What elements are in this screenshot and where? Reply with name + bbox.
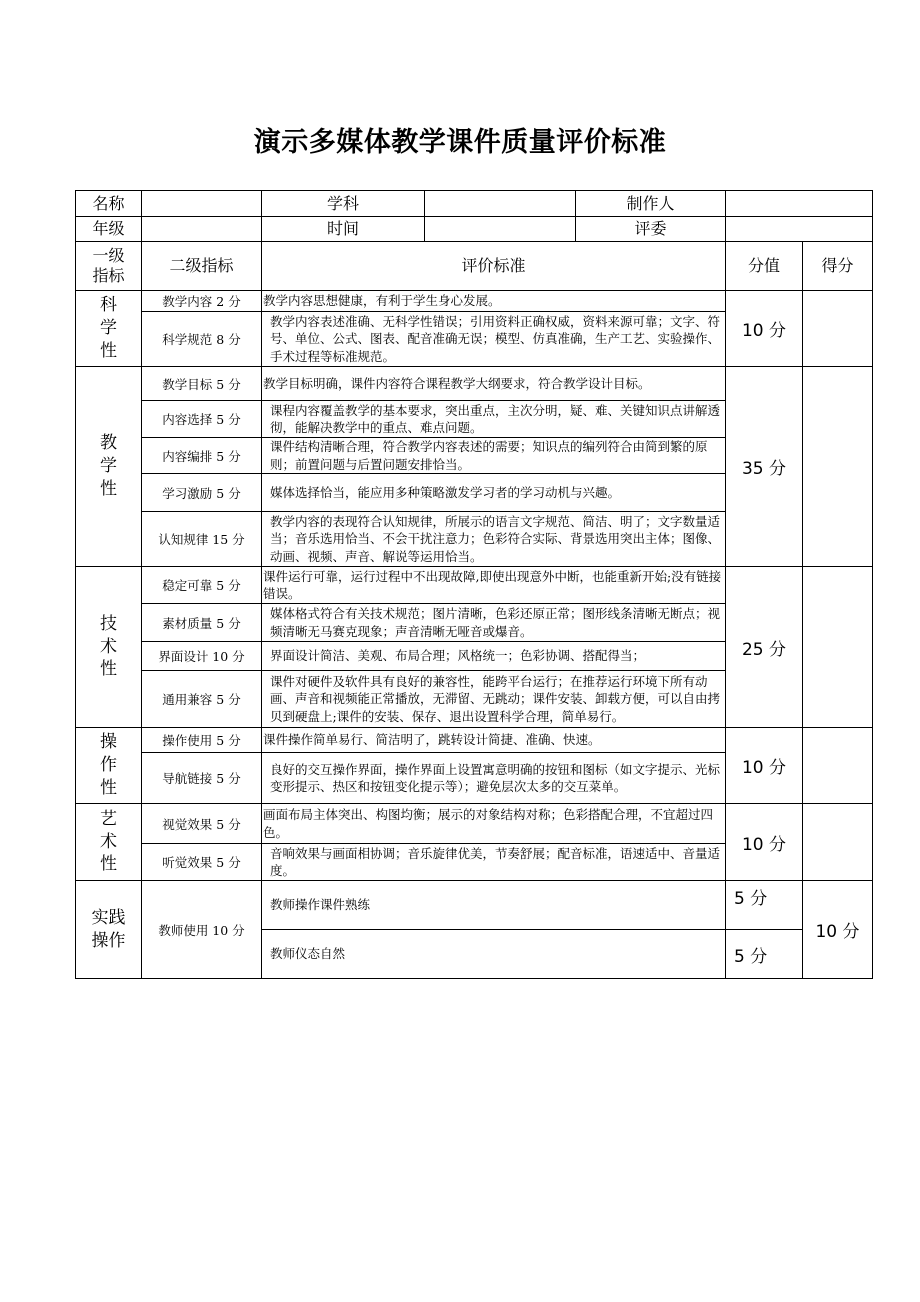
value-header: 分值 (726, 242, 803, 291)
criteria-text: 教学内容的表现符合认知规律，所展示的语言文字规范、简洁、明了；文字数量适当；音乐选用恰当、不会干扰注意力；色彩符合实际、背景选用突出主体；图像、动画、视频、声音、解说等运用恰当。 (262, 512, 726, 567)
subitem-name: 通用兼容 5 分 (142, 671, 262, 728)
subitem-name: 教学目标 5 分 (142, 367, 262, 401)
grade-value-cell[interactable] (142, 217, 262, 242)
criteria-text: 教师操作课件熟练 (262, 881, 726, 930)
tech-total: 25 分 (726, 567, 803, 728)
art-score-cell[interactable] (803, 804, 873, 881)
subject-value-cell[interactable] (425, 191, 576, 217)
score-header: 得分 (803, 242, 873, 291)
operation-total: 10 分 (726, 728, 803, 804)
criteria-text: 教师仪态自然 (262, 930, 726, 979)
subitem-name: 科学规范 8 分 (142, 312, 262, 367)
level1-header: 一级指标 (76, 242, 142, 291)
judge-value-cell[interactable] (726, 217, 873, 242)
practice-total: 10 分 (803, 881, 873, 979)
subitem-name: 教学内容 2 分 (142, 291, 262, 312)
art-total: 10 分 (726, 804, 803, 881)
criteria-text: 教学目标明确，课件内容符合课程教学大纲要求，符合教学设计目标。 (262, 367, 726, 401)
category-practice: 实践 操作 (76, 881, 142, 979)
subitem-name: 认知规律 15 分 (142, 512, 262, 567)
practice-item-score: 5 分 (726, 930, 803, 979)
criteria-text: 课件操作简单易行、简洁明了，跳转设计简捷、准确、快速。 (262, 728, 726, 753)
time-label: 时间 (262, 217, 425, 242)
subject-label: 学科 (262, 191, 425, 217)
subitem-name: 界面设计 10 分 (142, 642, 262, 671)
author-value-cell[interactable] (726, 191, 873, 217)
time-value-cell[interactable] (425, 217, 576, 242)
criteria-text: 界面设计简洁、美观、布局合理；风格统一；色彩协调、搭配得当； (262, 642, 726, 671)
criteria-header: 评价标准 (262, 242, 726, 291)
criteria-text: 课件结构清晰合理，符合教学内容表述的需要；知识点的编列符合由简到繁的原则；前置问题与后置问题安排恰当。 (262, 438, 726, 474)
tech-score-cell[interactable] (803, 567, 873, 728)
criteria-text: 教学内容思想健康，有利于学生身心发展。 (262, 291, 726, 312)
subitem-name: 教师使用 10 分 (142, 881, 262, 979)
subitem-name: 内容选择 5 分 (142, 401, 262, 438)
teaching-total: 35 分 (726, 367, 803, 567)
criteria-text: 课程内容覆盖教学的基本要求，突出重点，主次分明，疑、难、关键知识点讲解透彻，能解决教学中的重点、难点问题。 (262, 401, 726, 438)
evaluation-table (75, 190, 873, 979)
science-score-cell[interactable] (803, 291, 873, 367)
subitem-name: 操作使用 5 分 (142, 728, 262, 753)
category-operation: 操 作 性 (76, 728, 142, 804)
subitem-name: 听觉效果 5 分 (142, 844, 262, 881)
category-art: 艺 术 性 (76, 804, 142, 881)
criteria-text: 媒体格式符合有关技术规范；图片清晰，色彩还原正常；图形线条清晰无断点；视频清晰无马赛克现象；声音清晰无哑音或爆音。 (262, 604, 726, 642)
level2-header: 二级指标 (142, 242, 262, 291)
category-science: 科 学 性 (76, 291, 142, 367)
criteria-text: 媒体选择恰当，能应用多种策略激发学习者的学习动机与兴趣。 (262, 474, 726, 512)
name-label: 名称 (76, 191, 142, 217)
practice-item-score: 5 分 (726, 881, 803, 930)
criteria-text: 教学内容表述准确、无科学性错误；引用资料正确权威，资料来源可靠；文字、符号、单位、公式、图表、配音准确无误；模型、仿真准确，生产工艺、实验操作、手术过程等标准规范。 (262, 312, 726, 367)
criteria-text: 课件运行可靠，运行过程中不出现故障,即使出现意外中断，也能重新开始;没有链接错误。 (262, 567, 726, 604)
page-title: 演示多媒体教学课件质量评价标准 (253, 127, 667, 158)
category-tech: 技 术 性 (76, 567, 142, 728)
operation-score-cell[interactable] (803, 728, 873, 804)
subitem-name: 视觉效果 5 分 (142, 804, 262, 844)
category-teaching: 教 学 性 (76, 367, 142, 567)
criteria-text: 课件对硬件及软件具有良好的兼容性，能跨平台运行；在推荐运行环境下所有动画、声音和视频能正常播放，无滞留、无跳动；课件安装、卸载方便，可以自由拷贝到硬盘上;课件的安装、保存、退出设置科学合理，简单易行。 (262, 671, 726, 728)
subitem-name: 素材质量 5 分 (142, 604, 262, 642)
subitem-name: 导航链接 5 分 (142, 753, 262, 804)
judge-label: 评委 (576, 217, 726, 242)
criteria-text: 音响效果与画面相协调；音乐旋律优美，节奏舒展；配音标准，语速适中、音量适度。 (262, 844, 726, 881)
criteria-text: 画面布局主体突出、构图均衡；展示的对象结构对称；色彩搭配合理，不宜超过四色。 (262, 804, 726, 844)
criteria-text: 良好的交互操作界面，操作界面上设置寓意明确的按钮和图标（如文字提示、光标变形提示、热区和按钮变化提示等）；避免层次太多的交互菜单。 (262, 753, 726, 804)
author-label: 制作人 (576, 191, 726, 217)
teaching-score-cell[interactable] (803, 367, 873, 567)
subitem-name: 稳定可靠 5 分 (142, 567, 262, 604)
name-value-cell[interactable] (142, 191, 262, 217)
science-total: 10 分 (726, 291, 803, 367)
grade-label: 年级 (76, 217, 142, 242)
subitem-name: 内容编排 5 分 (142, 438, 262, 474)
subitem-name: 学习激励 5 分 (142, 474, 262, 512)
